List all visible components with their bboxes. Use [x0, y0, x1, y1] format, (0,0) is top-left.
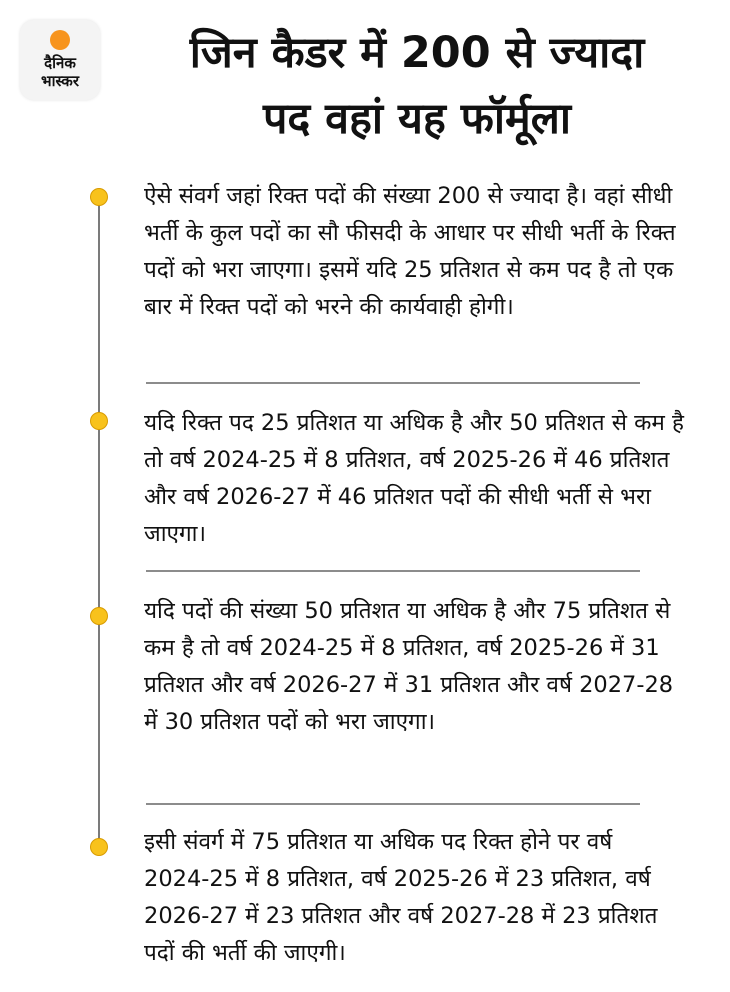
timeline-item-1: ऐसे संवर्ग जहां रिक्त पदों की संख्या 200 से ज्यादा है। वहां सीधी भर्ती के कुल पदों का सौ फीसदी के आधार पर सीधी भर्ती के रिक्त पदों को भरा जाएगा। इसमें यदि 25 प्रतिशत से कम पद है तो एक बार में रिक्त पदों को भरने की कार्यवाही होगी। [144, 183, 676, 320]
sun-icon [50, 30, 70, 50]
title-line-1: जिन कैडर में 200 से ज्यादा [189, 28, 645, 78]
timeline-item-4: इसी संवर्ग में 75 प्रतिशत या अधिक पद रिक्त होने पर वर्ष 2024-25 में 8 प्रतिशत, वर्ष 2025-26 में 23 प्रतिशत, वर्ष 2026-27 में 23 प्रतिशत और वर्ष 2027-28 में 23 प्रतिशत पदों की भर्ती की जाएगी। [144, 829, 658, 966]
divider [146, 382, 640, 384]
divider [146, 803, 640, 805]
divider [146, 570, 640, 572]
bullet-dot-icon [90, 838, 108, 856]
logo-line-2: भास्कर [41, 72, 79, 90]
title-line-2: पद वहां यह फॉर्मूला [262, 94, 572, 144]
page-title [112, 20, 722, 152]
bullet-dot-icon [90, 607, 108, 625]
bullet-dot-icon [90, 188, 108, 206]
logo-line-1: दैनिक [44, 54, 76, 72]
dainik-bhaskar-logo [20, 20, 100, 100]
bullet-dot-icon [90, 412, 108, 430]
timeline-item-2: यदि रिक्त पद 25 प्रतिशत या अधिक है और 50 प्रतिशत से कम है तो वर्ष 2024-25 में 8 प्रतिशत, वर्ष 2025-26 में 46 प्रतिशत और वर्ष 2026-27 में 46 प्रतिशत पदों की सीधी भर्ती से भरा जाएगा। [144, 410, 684, 547]
timeline-line [98, 198, 100, 846]
timeline-item-3: यदि पदों की संख्या 50 प्रतिशत या अधिक है और 75 प्रतिशत से कम है तो वर्ष 2024-25 में 8 प्रतिशत, वर्ष 2025-26 में 31 प्रतिशत और वर्ष 2026-27 में 31 प्रतिशत और वर्ष 2027-28 में 30 प्रतिशत पदों को भरा जाएगा। [144, 598, 674, 735]
